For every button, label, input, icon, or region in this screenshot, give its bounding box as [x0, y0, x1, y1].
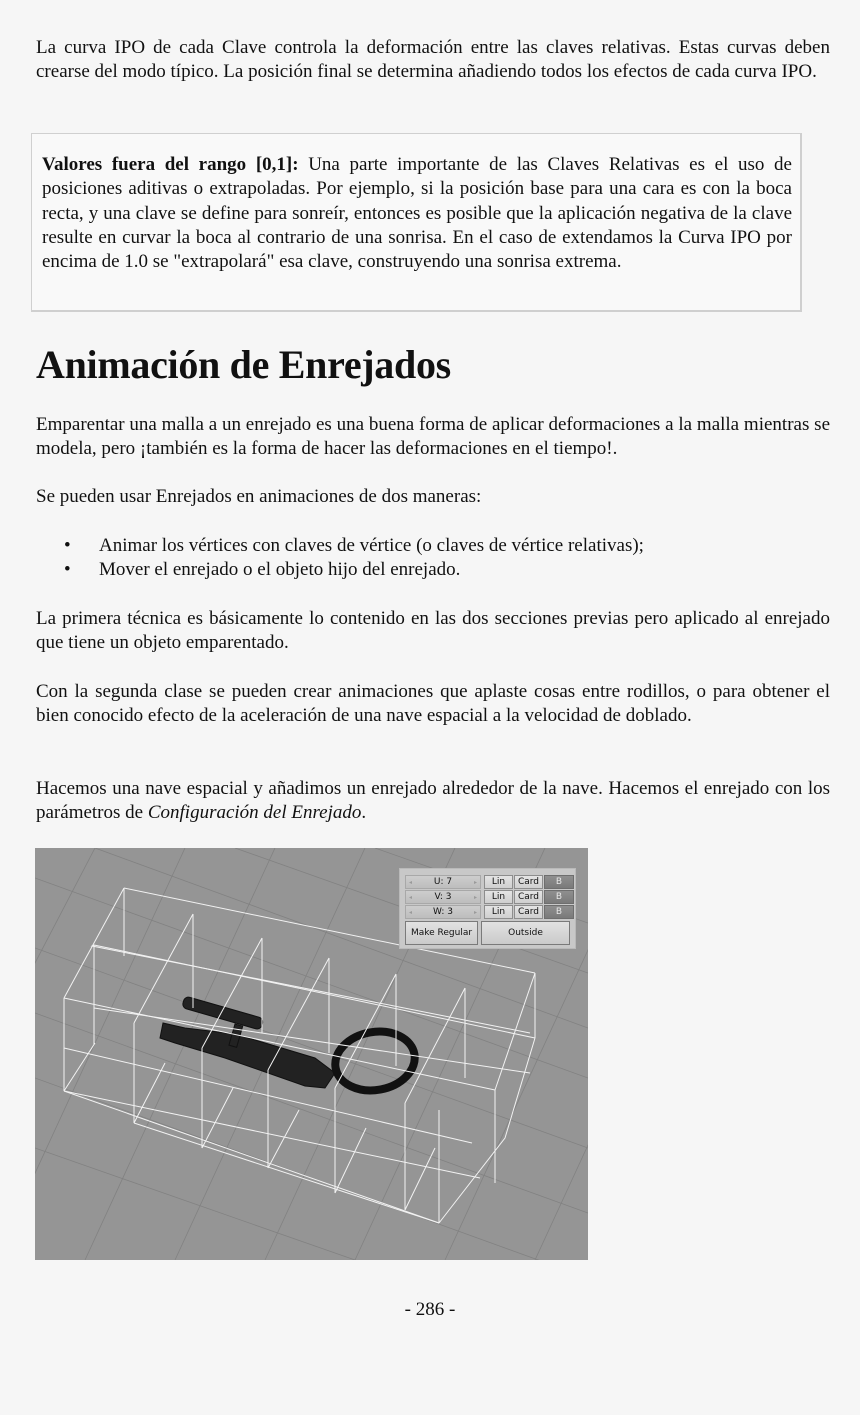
resolution-u-field[interactable]: [405, 875, 481, 889]
note-text: Una parte importante de las Claves Relativas es el uso de posiciones aditivas o extrapoladas. Por ejemplo, si la posición base para una cara es con la boca recta, y una clave se define para sonreír, entonces es posible que la aplicación negativa de la clave resulte en curvar la boca al contrario de una sonrisa. En el caso de extendamos la Curva IPO por encima de 1.0 se "extrapolará" esa clave, construyendo una sonrisa extrema.: [42, 154, 792, 273]
lattice-settings-panel: [399, 868, 576, 949]
resolution-u-value: U: 7: [433, 877, 453, 887]
resolution-v-field[interactable]: [405, 890, 481, 904]
list-item: [60, 534, 644, 558]
paragraph-second-class: Con la segunda clase se pueden crear animaciones que aplaste cosas entre rodillos, o para obtener el bien conocido efecto de la aceleración de una nave espacial a la velocidad de doblado.: [36, 681, 830, 727]
resolution-v-value: V: 3: [434, 892, 452, 902]
bullet-icon: •: [64, 535, 71, 556]
para5-end: .: [361, 802, 367, 824]
paragraph-intro-lattice: Emparentar una malla a un enrejado es una buena forma de aplicar deformaciones a la malla mientras se modela, pero ¡también es la forma de hacer las deformaciones en el tiempo!.: [36, 414, 830, 460]
interp-card-w-button[interactable]: Card: [514, 905, 543, 919]
para5-start: Hacemos una nave espacial y añadimos un enrejado alrededor de la nave. Hacemos el enrejado con los parámetros de: [36, 778, 830, 824]
interp-b-w-button[interactable]: B: [544, 905, 574, 919]
list-item-text: Animar los vértices con claves de vértice (o claves de vértice relativas);: [99, 535, 644, 556]
list-item-text: Mover el enrejado o el objeto hijo del enrejado.: [99, 559, 461, 581]
outside-button[interactable]: Outside: [481, 921, 570, 945]
interp-card-u-button[interactable]: Card: [514, 875, 543, 889]
bullet-list: [60, 534, 644, 583]
paragraph-make-ship: [36, 777, 830, 826]
bullet-icon: •: [64, 559, 71, 581]
interp-lin-v-button[interactable]: Lin: [484, 890, 513, 904]
interp-card-v-button[interactable]: Card: [514, 890, 543, 904]
para5-italic: Configuración del Enrejado: [147, 802, 362, 824]
page-number: - 286 -: [404, 1299, 456, 1320]
increment-arrow-icon[interactable]: ▸: [473, 878, 477, 886]
interp-b-v-button[interactable]: B: [544, 890, 574, 904]
decrement-arrow-icon[interactable]: ◂: [409, 908, 413, 916]
lattice-row-u: [405, 875, 574, 889]
lattice-figure: [35, 848, 588, 1260]
resolution-w-value: W: 3: [433, 907, 453, 917]
intro-paragraph: La curva IPO de cada Clave controla la deformación entre las claves relativas. Estas curvas deben crearse del modo típico. La posición final se determina añadiendo todos los efectos de cada curva IPO.: [36, 37, 830, 83]
decrement-arrow-icon[interactable]: ◂: [409, 878, 413, 886]
lattice-row-v: [405, 890, 574, 904]
note-box: [31, 133, 802, 312]
paragraph-first-technique: La primera técnica es básicamente lo contenido en las dos secciones previas pero aplicado al enrejado que tiene un objeto emparentado.: [36, 608, 830, 654]
resolution-w-field[interactable]: [405, 905, 481, 919]
increment-arrow-icon[interactable]: ▸: [473, 908, 477, 916]
note-label: Valores fuera del rango [0,1]:: [42, 154, 299, 175]
lattice-row-w: [405, 905, 574, 919]
note-paragraph: [42, 153, 792, 274]
increment-arrow-icon[interactable]: ▸: [473, 893, 477, 901]
section-heading: Animación de Enrejados: [36, 342, 451, 387]
decrement-arrow-icon[interactable]: ◂: [409, 893, 413, 901]
make-regular-button[interactable]: Make Regular: [405, 921, 478, 945]
list-item: [60, 558, 644, 582]
interp-b-u-button[interactable]: B: [544, 875, 574, 889]
interp-lin-w-button[interactable]: Lin: [484, 905, 513, 919]
interp-lin-u-button[interactable]: Lin: [484, 875, 513, 889]
paragraph-two-ways: Se pueden usar Enrejados en animaciones de dos maneras:: [36, 486, 482, 507]
